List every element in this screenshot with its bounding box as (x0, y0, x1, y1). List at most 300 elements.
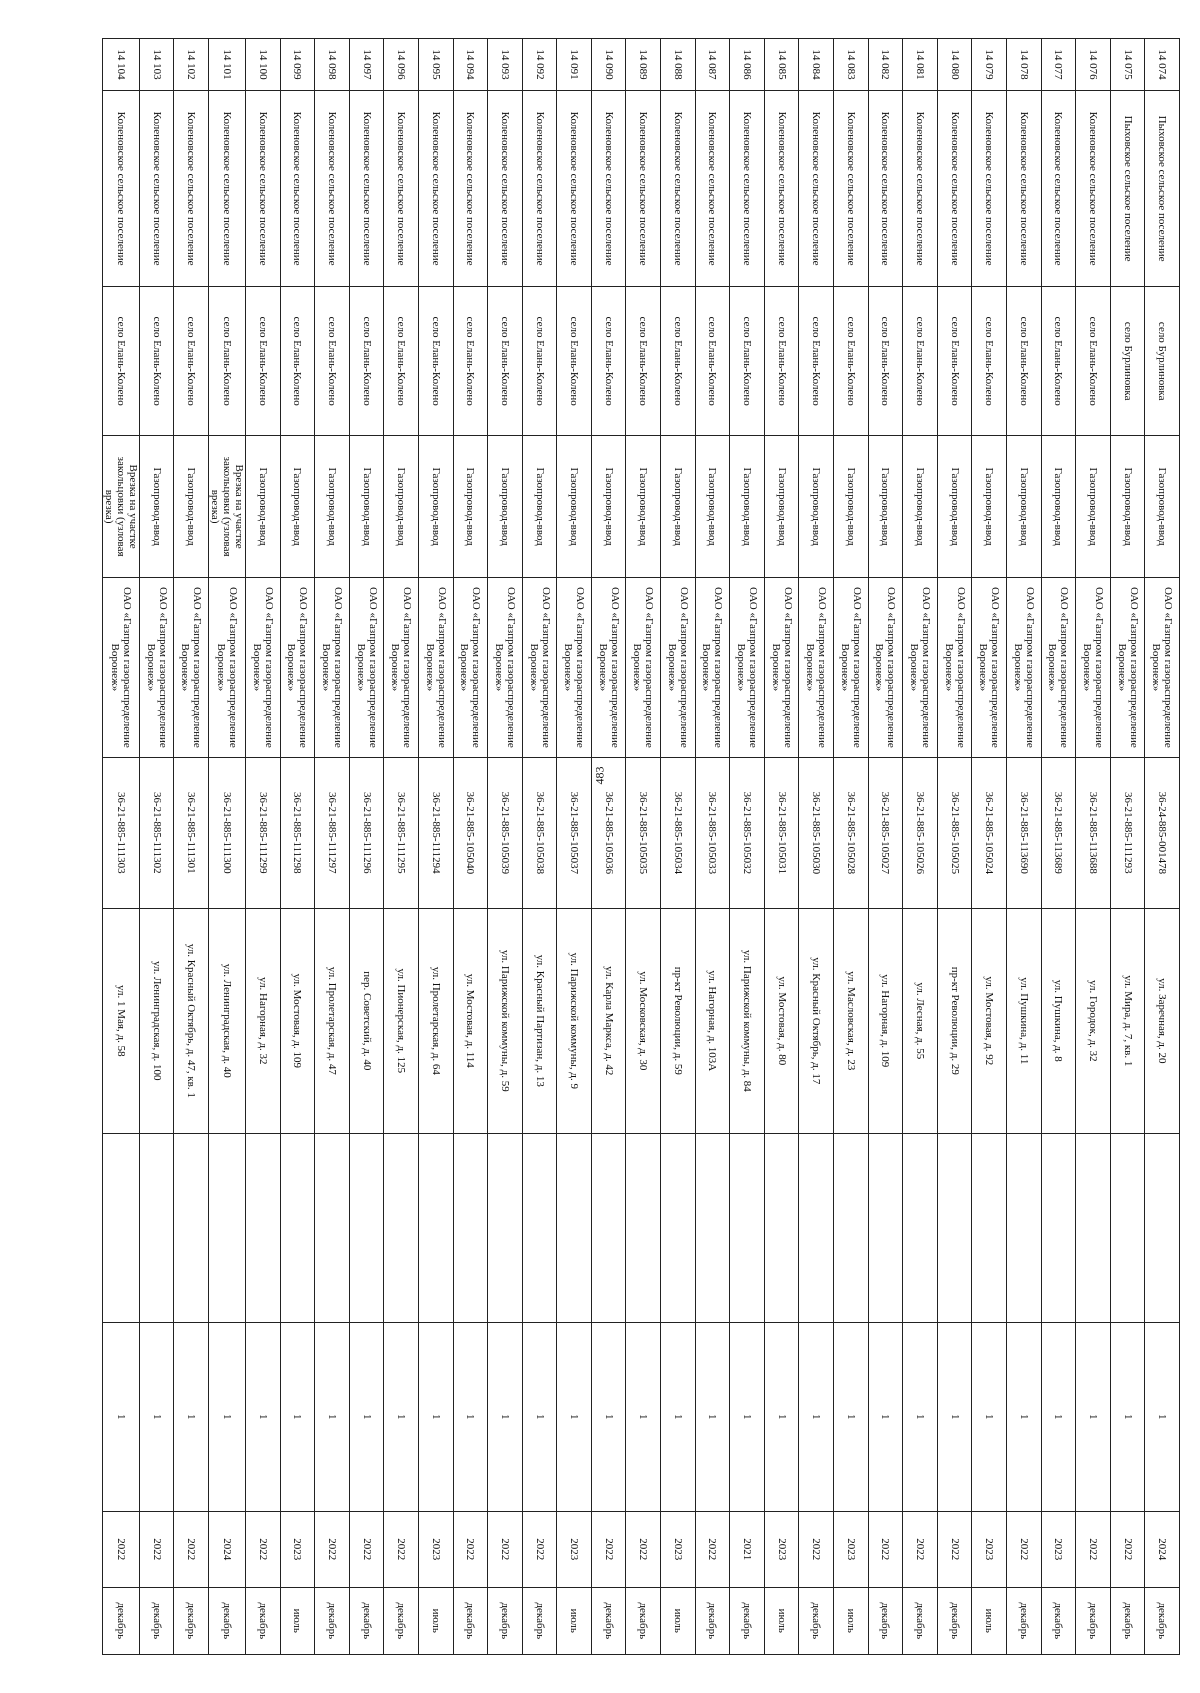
address-cell: ул. Городок, д. 32 (1076, 909, 1111, 1134)
address-cell: ул. Лесная, д. 55 (903, 909, 938, 1134)
rotated-table-wrapper (102, 38, 1180, 1655)
settlement-cell: Коленовское сельское поселение (1041, 91, 1076, 287)
count-cell: 1 (522, 1322, 557, 1511)
cadastral-number-cell: 36-21-885-105033 (695, 757, 730, 908)
address-cell: ул. Московская, д. 30 (626, 909, 661, 1134)
table-row (799, 39, 834, 1655)
settlement-cell: Коленовское сельское поселение (384, 91, 419, 287)
cadastral-number-cell: 36-21-885-111300 (208, 757, 245, 908)
object-type-cell: Газопровод-ввод (1007, 436, 1042, 578)
area-cell (418, 1133, 453, 1322)
row-number: 14 097 (349, 39, 384, 91)
cadastral-number-cell: 36-21-885-113690 (1007, 757, 1042, 908)
address-cell: пр-кт Революции, д. 29 (937, 909, 972, 1134)
locality-cell: село Елань-Колено (730, 287, 765, 436)
address-cell: ул. Ленинградская, д. 40 (208, 909, 245, 1134)
month-cell: июль (764, 1587, 799, 1654)
owner-cell: ОАО «Газпром газораспределение Воронеж» (1110, 578, 1145, 758)
owner-cell: ОАО «Газпром газораспределение Воронеж» (868, 578, 903, 758)
row-number: 14 102 (174, 39, 209, 91)
row-number: 14 103 (139, 39, 174, 91)
object-type-cell: Газопровод-ввод (384, 436, 419, 578)
table-row (695, 39, 730, 1655)
object-type-cell: Газопровод-ввод (488, 436, 523, 578)
month-cell: декабрь (245, 1587, 280, 1654)
year-cell: 2022 (799, 1511, 834, 1587)
address-cell: ул. Парижской коммуны, д. 9 (557, 909, 592, 1134)
area-cell (1110, 1133, 1145, 1322)
cadastral-number-cell: 36-21-885-111302 (139, 757, 174, 908)
row-number: 14 083 (834, 39, 869, 91)
address-cell: ул. Заречная, д. 20 (1145, 909, 1180, 1134)
area-cell (349, 1133, 384, 1322)
owner-cell: ОАО «Газпром газораспределение Воронеж» (626, 578, 661, 758)
object-type-cell: Газопровод-ввод (245, 436, 280, 578)
page-number: 483 (592, 766, 607, 785)
settlement-cell: Коленовское сельское поселение (799, 91, 834, 287)
locality-cell: село Елань-Колено (522, 287, 557, 436)
count-cell: 1 (488, 1322, 523, 1511)
settlement-cell: Коленовское сельское поселение (695, 91, 730, 287)
object-type-cell: Газопровод-ввод (799, 436, 834, 578)
owner-cell: ОАО «Газпром газораспределение Воронеж» (764, 578, 799, 758)
month-cell: декабрь (1110, 1587, 1145, 1654)
count-cell: 1 (245, 1322, 280, 1511)
object-type-cell: Врезка на участке закольцовки (узловая врезка) (102, 436, 139, 578)
address-cell: ул. 1 Мая, д. 58 (102, 909, 139, 1134)
object-type-cell: Газопровод-ввод (557, 436, 592, 578)
cadastral-number-cell: 36-21-885-111301 (174, 757, 209, 908)
settlement-cell: Коленовское сельское поселение (1076, 91, 1111, 287)
count-cell: 1 (418, 1322, 453, 1511)
month-cell: декабрь (937, 1587, 972, 1654)
cadastral-number-cell: 36-21-885-105025 (937, 757, 972, 908)
year-cell: 2022 (488, 1511, 523, 1587)
count-cell: 1 (315, 1322, 350, 1511)
object-type-cell: Газопровод-ввод (903, 436, 938, 578)
owner-cell: ОАО «Газпром газораспределение Воронеж» (522, 578, 557, 758)
count-cell: 1 (139, 1322, 174, 1511)
count-cell: 1 (102, 1322, 139, 1511)
owner-cell: ОАО «Газпром газораспределение Воронеж» (937, 578, 972, 758)
month-cell: декабрь (1076, 1587, 1111, 1654)
object-type-cell: Газопровод-ввод (1145, 436, 1180, 578)
count-cell: 1 (1110, 1322, 1145, 1511)
count-cell: 1 (384, 1322, 419, 1511)
settlement-cell: Коленовское сельское поселение (591, 91, 626, 287)
row-number: 14 081 (903, 39, 938, 91)
cadastral-number-cell: 36-21-885-105039 (488, 757, 523, 908)
table-row (972, 39, 1007, 1655)
table-row (626, 39, 661, 1655)
object-type-cell: Газопровод-ввод (591, 436, 626, 578)
area-cell (139, 1133, 174, 1322)
cadastral-number-cell: 36-21-885-105032 (730, 757, 765, 908)
owner-cell: ОАО «Газпром газораспределение Воронеж» (384, 578, 419, 758)
month-cell: декабрь (139, 1587, 174, 1654)
count-cell: 1 (280, 1322, 315, 1511)
month-cell: декабрь (626, 1587, 661, 1654)
settlement-cell: Коленовское сельское поселение (418, 91, 453, 287)
area-cell (102, 1133, 139, 1322)
area-cell (245, 1133, 280, 1322)
row-number: 14 088 (661, 39, 696, 91)
year-cell: 2022 (349, 1511, 384, 1587)
count-cell: 1 (903, 1322, 938, 1511)
address-cell: ул. Мостовая, д. 92 (972, 909, 1007, 1134)
area-cell (868, 1133, 903, 1322)
month-cell: декабрь (384, 1587, 419, 1654)
settlement-cell: Пыховское сельское поселение (1110, 91, 1145, 287)
area-cell (834, 1133, 869, 1322)
year-cell: 2022 (626, 1511, 661, 1587)
year-cell: 2023 (1041, 1511, 1076, 1587)
row-number: 14 080 (937, 39, 972, 91)
address-cell: ул. Парижской коммуны, д. 84 (730, 909, 765, 1134)
settlement-cell: Коленовское сельское поселение (315, 91, 350, 287)
locality-cell: село Елань-Колено (764, 287, 799, 436)
owner-cell: ОАО «Газпром газораспределение Воронеж» (453, 578, 488, 758)
year-cell: 2022 (174, 1511, 209, 1587)
object-type-cell: Газопровод-ввод (315, 436, 350, 578)
year-cell: 2021 (730, 1511, 765, 1587)
locality-cell: село Елань-Колено (868, 287, 903, 436)
table-row (834, 39, 869, 1655)
area-cell (1041, 1133, 1076, 1322)
table-row (1041, 39, 1076, 1655)
area-cell (1145, 1133, 1180, 1322)
count-cell: 1 (1041, 1322, 1076, 1511)
locality-cell: село Елань-Колено (280, 287, 315, 436)
year-cell: 2023 (557, 1511, 592, 1587)
owner-cell: ОАО «Газпром газораспределение Воронеж» (488, 578, 523, 758)
row-number: 14 100 (245, 39, 280, 91)
locality-cell: село Елань-Колено (557, 287, 592, 436)
settlement-cell: Коленовское сельское поселение (557, 91, 592, 287)
settlement-cell: Коленовское сельское поселение (488, 91, 523, 287)
year-cell: 2022 (903, 1511, 938, 1587)
area-cell (488, 1133, 523, 1322)
cadastral-number-cell: 36-21-885-105031 (764, 757, 799, 908)
address-cell: ул. Парижской коммуны, д. 59 (488, 909, 523, 1134)
object-type-cell: Газопровод-ввод (972, 436, 1007, 578)
count-cell: 1 (834, 1322, 869, 1511)
year-cell: 2024 (208, 1511, 245, 1587)
object-type-cell: Газопровод-ввод (1110, 436, 1145, 578)
address-cell: ул. Нагорная, д. 32 (245, 909, 280, 1134)
locality-cell: село Елань-Колено (1007, 287, 1042, 436)
area-cell (280, 1133, 315, 1322)
year-cell: 2022 (522, 1511, 557, 1587)
address-cell: ул. Пушкина, д. 11 (1007, 909, 1042, 1134)
year-cell: 2023 (834, 1511, 869, 1587)
year-cell: 2022 (245, 1511, 280, 1587)
locality-cell: село Елань-Колено (1041, 287, 1076, 436)
row-number: 14 096 (384, 39, 419, 91)
year-cell: 2023 (418, 1511, 453, 1587)
count-cell: 1 (764, 1322, 799, 1511)
area-cell (1007, 1133, 1042, 1322)
month-cell: декабрь (695, 1587, 730, 1654)
month-cell: декабрь (1007, 1587, 1042, 1654)
object-type-cell: Газопровод-ввод (418, 436, 453, 578)
month-cell: июль (972, 1587, 1007, 1654)
count-cell: 1 (208, 1322, 245, 1511)
cadastral-number-cell: 36-21-885-105027 (868, 757, 903, 908)
month-cell: июль (418, 1587, 453, 1654)
cadastral-number-cell: 36-21-885-111297 (315, 757, 350, 908)
area-cell (695, 1133, 730, 1322)
cadastral-number-cell: 36-21-885-111294 (418, 757, 453, 908)
year-cell: 2022 (1007, 1511, 1042, 1587)
year-cell: 2024 (1145, 1511, 1180, 1587)
year-cell: 2022 (591, 1511, 626, 1587)
object-type-cell: Газопровод-ввод (764, 436, 799, 578)
locality-cell: село Елань-Колено (799, 287, 834, 436)
settlement-cell: Коленовское сельское поселение (730, 91, 765, 287)
area-cell (208, 1133, 245, 1322)
count-cell: 1 (1145, 1322, 1180, 1511)
table-row (730, 39, 765, 1655)
row-number: 14 082 (868, 39, 903, 91)
settlement-cell: Коленовское сельское поселение (139, 91, 174, 287)
locality-cell: село Елань-Колено (972, 287, 1007, 436)
month-cell: июль (834, 1587, 869, 1654)
row-number: 14 089 (626, 39, 661, 91)
settlement-cell: Коленовское сельское поселение (280, 91, 315, 287)
object-type-cell: Врезка на участке закольцовки (узловая врезка) (208, 436, 245, 578)
object-type-cell: Газопровод-ввод (730, 436, 765, 578)
month-cell: июль (280, 1587, 315, 1654)
settlement-cell: Коленовское сельское поселение (174, 91, 209, 287)
row-number: 14 078 (1007, 39, 1042, 91)
cadastral-number-cell: 36-21-885-111303 (102, 757, 139, 908)
owner-cell: ОАО «Газпром газораспределение Воронеж» (349, 578, 384, 758)
table-row (102, 39, 139, 1655)
year-cell: 2022 (102, 1511, 139, 1587)
cadastral-number-cell: 36-21-885-105035 (626, 757, 661, 908)
row-number: 14 086 (730, 39, 765, 91)
row-number: 14 095 (418, 39, 453, 91)
row-number: 14 104 (102, 39, 139, 91)
area-cell (626, 1133, 661, 1322)
object-type-cell: Газопровод-ввод (1041, 436, 1076, 578)
year-cell: 2022 (1110, 1511, 1145, 1587)
row-number: 14 079 (972, 39, 1007, 91)
table-row (280, 39, 315, 1655)
area-cell (557, 1133, 592, 1322)
address-cell: ул. Пролетарская, д. 64 (418, 909, 453, 1134)
table-row (174, 39, 209, 1655)
count-cell: 1 (661, 1322, 696, 1511)
owner-cell: ОАО «Газпром газораспределение Воронеж» (418, 578, 453, 758)
cadastral-number-cell: 36-21-885-113688 (1076, 757, 1111, 908)
month-cell: декабрь (903, 1587, 938, 1654)
settlement-cell: Коленовское сельское поселение (903, 91, 938, 287)
locality-cell: село Елань-Колено (661, 287, 696, 436)
address-cell: ул. Красный Октябрь, д. 17 (799, 909, 834, 1134)
area-cell (315, 1133, 350, 1322)
address-cell: ул. Масловская, д. 23 (834, 909, 869, 1134)
address-cell: ул. Пролетарская, д. 47 (315, 909, 350, 1134)
table-body (102, 39, 1179, 1655)
year-cell: 2022 (695, 1511, 730, 1587)
settlement-cell: Коленовское сельское поселение (522, 91, 557, 287)
address-cell: пер. Советский, д. 40 (349, 909, 384, 1134)
table-row (591, 39, 626, 1655)
locality-cell: село Елань-Колено (1076, 287, 1111, 436)
address-cell: ул. Пушкина, д. 8 (1041, 909, 1076, 1134)
count-cell: 1 (937, 1322, 972, 1511)
area-cell (1076, 1133, 1111, 1322)
table-row (488, 39, 523, 1655)
month-cell: декабрь (349, 1587, 384, 1654)
month-cell: декабрь (799, 1587, 834, 1654)
table-row (1110, 39, 1145, 1655)
address-cell: ул. Пионерская, д. 125 (384, 909, 419, 1134)
area-cell (453, 1133, 488, 1322)
locality-cell: село Елань-Колено (102, 287, 139, 436)
month-cell: декабрь (730, 1587, 765, 1654)
table-row (315, 39, 350, 1655)
month-cell: декабрь (1041, 1587, 1076, 1654)
locality-cell: село Елань-Колено (453, 287, 488, 436)
year-cell: 2023 (661, 1511, 696, 1587)
settlement-cell: Коленовское сельское поселение (453, 91, 488, 287)
settlement-cell: Коленовское сельское поселение (208, 91, 245, 287)
row-number: 14 090 (591, 39, 626, 91)
address-cell: ул. Красный Октябрь, д. 47, кв. 1 (174, 909, 209, 1134)
area-cell (730, 1133, 765, 1322)
address-cell: ул. Нагорная, д. 109 (868, 909, 903, 1134)
year-cell: 2022 (384, 1511, 419, 1587)
owner-cell: ОАО «Газпром газораспределение Воронеж» (695, 578, 730, 758)
count-cell: 1 (349, 1322, 384, 1511)
table-row (903, 39, 938, 1655)
settlement-cell: Коленовское сельское поселение (764, 91, 799, 287)
month-cell: декабрь (868, 1587, 903, 1654)
area-cell (174, 1133, 209, 1322)
month-cell: декабрь (1145, 1587, 1180, 1654)
year-cell: 2022 (868, 1511, 903, 1587)
locality-cell: село Елань-Колено (903, 287, 938, 436)
year-cell: 2022 (937, 1511, 972, 1587)
row-number: 14 087 (695, 39, 730, 91)
address-cell: ул. Мостовая, д. 114 (453, 909, 488, 1134)
row-number: 14 091 (557, 39, 592, 91)
area-cell (522, 1133, 557, 1322)
count-cell: 1 (557, 1322, 592, 1511)
area-cell (661, 1133, 696, 1322)
owner-cell: ОАО «Газпром газораспределение Воронеж» (661, 578, 696, 758)
year-cell: 2022 (315, 1511, 350, 1587)
table-row (764, 39, 799, 1655)
address-cell: ул. Нагорная, д. 103А (695, 909, 730, 1134)
cadastral-number-cell: 36-21-885-111295 (384, 757, 419, 908)
area-cell (764, 1133, 799, 1322)
locality-cell: село Бурлиновка (1145, 287, 1180, 436)
cadastral-number-cell: 36-21-885-105026 (903, 757, 938, 908)
address-cell: пр-кт Революции, д. 59 (661, 909, 696, 1134)
settlement-cell: Коленовское сельское поселение (245, 91, 280, 287)
month-cell: июль (557, 1587, 592, 1654)
object-type-cell: Газопровод-ввод (661, 436, 696, 578)
locality-cell: село Елань-Колено (208, 287, 245, 436)
row-number: 14 077 (1041, 39, 1076, 91)
table-row (349, 39, 384, 1655)
table-row (1145, 39, 1180, 1655)
count-cell: 1 (730, 1322, 765, 1511)
cadastral-number-cell: 36-21-885-105037 (557, 757, 592, 908)
month-cell: декабрь (488, 1587, 523, 1654)
table-row (937, 39, 972, 1655)
locality-cell: село Елань-Колено (349, 287, 384, 436)
table-row (139, 39, 174, 1655)
locality-cell: село Елань-Колено (139, 287, 174, 436)
cadastral-number-cell: 36-24-885-001478 (1145, 757, 1180, 908)
settlement-cell: Коленовское сельское поселение (102, 91, 139, 287)
month-cell: июль (661, 1587, 696, 1654)
address-cell: ул. Мостовая, д. 109 (280, 909, 315, 1134)
address-cell: ул. Красный Партизан, д. 13 (522, 909, 557, 1134)
cadastral-number-cell: 36-21-885-111296 (349, 757, 384, 908)
month-cell: декабрь (522, 1587, 557, 1654)
cadastral-number-cell: 36-21-885-111293 (1110, 757, 1145, 908)
area-cell (384, 1133, 419, 1322)
cadastral-number-cell: 36-21-885-105040 (453, 757, 488, 908)
year-cell: 2023 (280, 1511, 315, 1587)
area-cell (799, 1133, 834, 1322)
year-cell: 2022 (139, 1511, 174, 1587)
object-type-cell: Газопровод-ввод (695, 436, 730, 578)
cadastral-number-cell: 36-21-885-105028 (834, 757, 869, 908)
owner-cell: ОАО «Газпром газораспределение Воронеж» (280, 578, 315, 758)
locality-cell: село Елань-Колено (174, 287, 209, 436)
row-number: 14 075 (1110, 39, 1145, 91)
owner-cell: ОАО «Газпром газораспределение Воронеж» (102, 578, 139, 758)
month-cell: декабрь (174, 1587, 209, 1654)
settlement-cell: Коленовское сельское поселение (937, 91, 972, 287)
count-cell: 1 (972, 1322, 1007, 1511)
object-type-cell: Газопровод-ввод (522, 436, 557, 578)
locality-cell: село Бурлиновка (1110, 287, 1145, 436)
row-number: 14 085 (764, 39, 799, 91)
area-cell (591, 1133, 626, 1322)
row-number: 14 074 (1145, 39, 1180, 91)
settlement-cell: Коленовское сельское поселение (868, 91, 903, 287)
settlement-cell: Пыховское сельское поселение (1145, 91, 1180, 287)
count-cell: 1 (868, 1322, 903, 1511)
count-cell: 1 (799, 1322, 834, 1511)
locality-cell: село Елань-Колено (315, 287, 350, 436)
month-cell: декабрь (591, 1587, 626, 1654)
row-number: 14 084 (799, 39, 834, 91)
owner-cell: ОАО «Газпром газораспределение Воронеж» (903, 578, 938, 758)
table-row (418, 39, 453, 1655)
count-cell: 1 (695, 1322, 730, 1511)
year-cell: 2022 (453, 1511, 488, 1587)
object-type-cell: Газопровод-ввод (937, 436, 972, 578)
year-cell: 2022 (1076, 1511, 1111, 1587)
count-cell: 1 (591, 1322, 626, 1511)
cadastral-number-cell: 36-21-885-111299 (245, 757, 280, 908)
table-row (661, 39, 696, 1655)
month-cell: декабрь (315, 1587, 350, 1654)
row-number: 14 099 (280, 39, 315, 91)
object-type-cell: Газопровод-ввод (834, 436, 869, 578)
row-number: 14 094 (453, 39, 488, 91)
row-number: 14 101 (208, 39, 245, 91)
